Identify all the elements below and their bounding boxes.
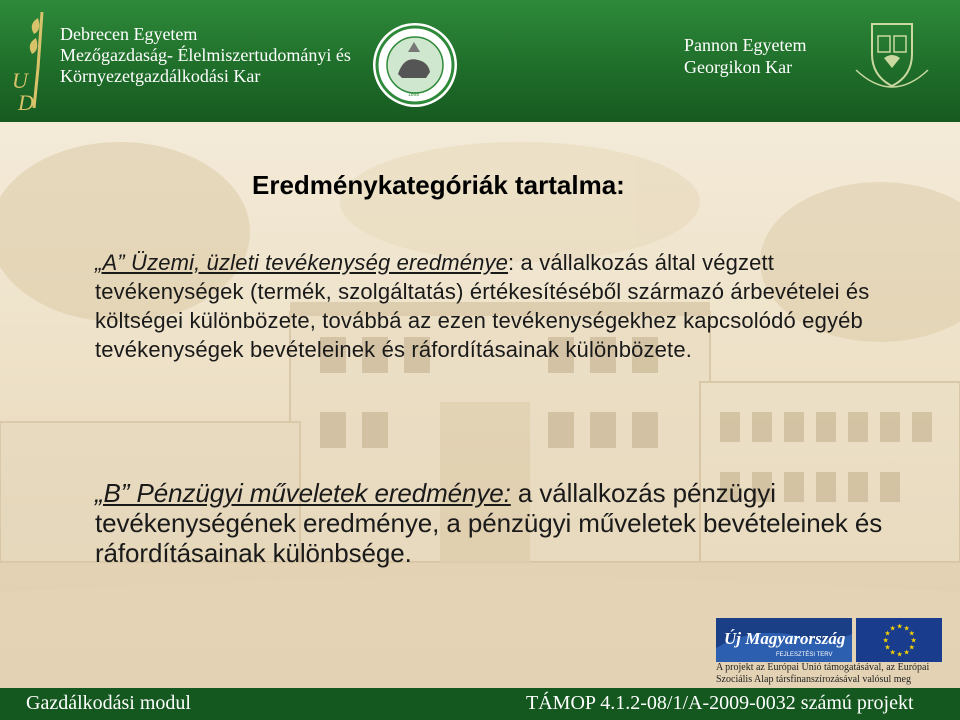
footer-project-id: TÁMOP 4.1.2-08/1/A-2009-0032 számú projekt <box>526 692 914 714</box>
svg-text:D: D <box>18 90 34 115</box>
faculty-line-1: Debrecen Egyetem <box>60 24 198 44</box>
eu-star-icon: ★ <box>889 649 896 657</box>
eu-funding-note: A projekt az Európai Unió támogatásával, az Európai Szociális Alap társfinanszírozásával valósul meg <box>716 662 930 685</box>
faculty-line-3: Környezetgazdálkodási Kar <box>60 66 261 86</box>
slide-title: Eredménykategóriák tartalma: <box>252 170 625 200</box>
partner-line-2: Georgikon Kar <box>684 57 793 77</box>
eu-flag-icon <box>856 618 942 662</box>
faculty-line-2: Mezőgazdaság- Élelmiszertudományi és <box>60 45 351 65</box>
eu-star-icon: ★ <box>910 637 917 645</box>
eu-star-icon: ★ <box>889 625 896 633</box>
eu-star-icon: ★ <box>884 630 891 638</box>
uj-logo-text: Új Magyarország <box>724 629 846 648</box>
partner-line-1: Pannon Egyetem <box>684 35 807 55</box>
eu-star-icon: ★ <box>884 644 891 652</box>
eu-star-icon: ★ <box>882 637 889 645</box>
eu-star-icon: ★ <box>908 644 915 652</box>
paragraph-a-term: „A” Üzemi, üzleti tevékenység eredménye <box>95 250 509 275</box>
paragraph-b <box>95 478 915 568</box>
paragraph-b-term: „B” Pénzügyi műveletek eredménye: <box>95 478 511 508</box>
svg-text:U: U <box>12 68 28 93</box>
paragraph-a-body: : a vállalkozás által végzett tevékenységek (termék, szolgáltatás) értékesítéséből származó árbevételei és költségei különbözete, továbbá az ezen tevékenységekhez kapcsolódó egyéb tevékenységek bevételeinek és ráfordításainak különbözete. <box>95 250 870 362</box>
uj-logo-subtext: FEJLESZTÉSI TERV <box>776 652 833 658</box>
svg-text:1868: 1868 <box>408 92 420 98</box>
eu-star-icon: ★ <box>903 649 910 657</box>
eu-star-icon: ★ <box>896 651 903 659</box>
footer-module-name: Gazdálkodási modul <box>26 692 191 714</box>
eu-star-icon: ★ <box>908 630 915 638</box>
uj-magyarorszag-logo <box>716 618 852 662</box>
eu-star-icon: ★ <box>896 623 903 631</box>
eu-star-icon: ★ <box>903 625 910 633</box>
footer-bar <box>0 688 960 720</box>
paragraph-a <box>95 248 915 364</box>
paragraph-b-body: a vállalkozás pénzügyi tevékenységének eredménye, a pénzügyi műveletek bevételeinek és ráfordításainak különbsége. <box>95 478 883 568</box>
